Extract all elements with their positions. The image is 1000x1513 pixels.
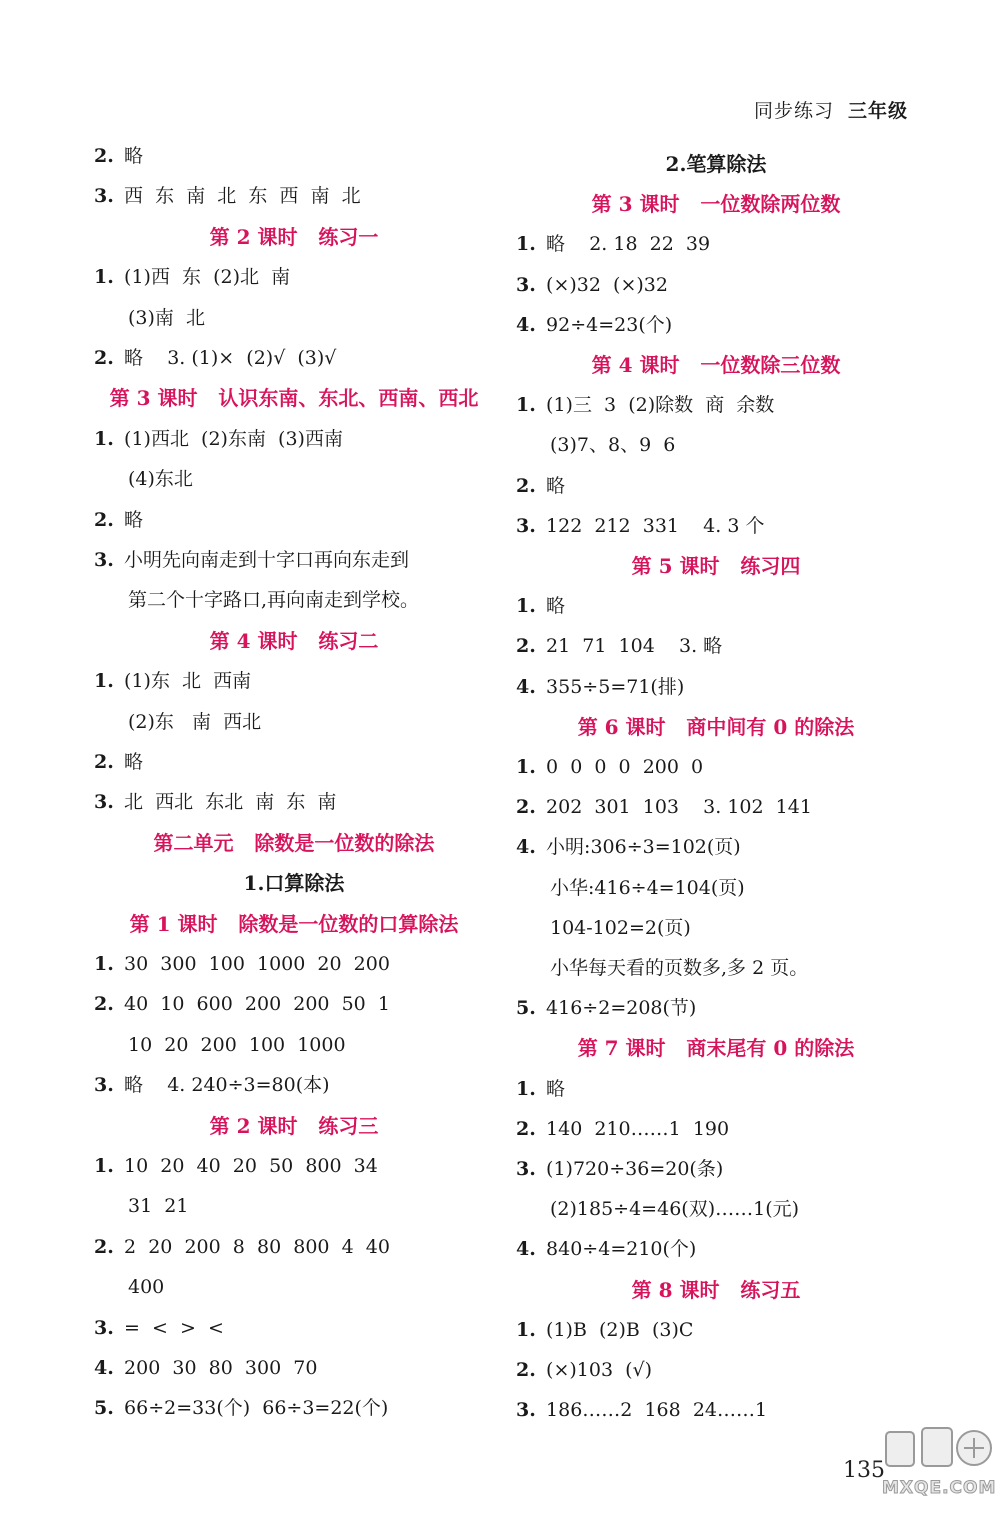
answer-text: (×)103 (√) [540,1359,653,1381]
section-title: 2.笔算除法 [665,152,767,176]
answer-line [516,1117,729,1141]
answer-text: 202 301 103 3. 102 141 [540,796,812,819]
lesson-heading: 第 7 课时 商末尾有 0 的除法 [577,1036,855,1061]
answer-text: 小明:306÷3=102(页) [540,836,741,859]
question-number: 3. [94,791,114,814]
question-number: 1. [516,1318,536,1341]
question-number: 3. [94,1316,114,1339]
answer-line [94,1154,378,1178]
answer-line [516,1358,652,1382]
answer-line [94,1356,317,1380]
question-number: 3. [516,1158,536,1180]
answer-line [516,1237,696,1261]
question-number: 5. [516,997,536,1020]
answer-text: 略 [118,751,144,773]
answer-line [516,835,741,859]
answer-text: (1)三 3 (2)除数 商 余数 [540,394,775,417]
section-title: 1.口算除法 [243,871,345,896]
answer-line [94,669,251,693]
question-number: 1. [516,756,536,778]
answer-continuation: (3)南 北 [128,306,205,329]
answer-continuation: 104-102=2(页) [550,916,691,939]
answer-continuation: 小华:416÷4=104(页) [550,876,745,899]
answer-line [94,1073,330,1097]
answer-text: 40 10 600 200 200 50 1 [118,993,390,1016]
answer-line [516,634,722,658]
answer-line [516,594,565,618]
answer-line [94,750,143,774]
answer-line [94,1316,224,1340]
question-number: 3. [94,185,114,208]
answer-line [94,508,143,532]
answer-text: 186……2 168 24……1 [540,1399,768,1422]
answer-continuation: (2)185÷4=46(双)……1(元) [550,1198,800,1221]
lesson-heading: 第 3 课时 认识东南、东北、西南、西北 [109,386,479,411]
question-number: 3. [516,514,536,537]
watermark [882,1418,997,1508]
answer-continuation: 10 20 200 100 1000 [128,1033,346,1056]
lesson-heading: 第二单元 除数是一位数的除法 [153,830,435,855]
answer-text: 21 71 104 3. 略 [540,635,723,658]
question-number: 5. [94,1397,114,1420]
question-number: 2. [516,635,536,658]
answer-line [516,232,710,256]
answer-line [94,184,361,208]
question-number: 2. [516,1117,536,1140]
answer-text: 西 东 南 北 东 西 南 北 [118,185,361,208]
answer-line [516,675,684,699]
header-title: 同步练习 [753,100,834,122]
question-number: 4. [94,1357,114,1379]
answer-line [94,144,143,168]
question-number: 2. [94,993,114,1016]
answer-line [516,1398,767,1422]
question-number: 2. [94,145,114,167]
question-number: 4. [516,313,536,336]
answer-text: 略 [118,145,144,167]
answer-line [516,996,696,1020]
question-number: 4. [516,1238,536,1261]
question-number: 2. [516,796,536,819]
question-number: 1. [94,670,114,693]
answer-text: 北 西北 东北 南 东 南 [118,791,337,814]
question-number: 1. [516,595,536,618]
answer-line [516,313,672,337]
question-number: 2. [94,1235,114,1258]
answer-line [94,427,343,451]
answer-line [94,265,290,289]
answer-line [516,1157,723,1181]
answer-line [94,992,390,1016]
answer-line [516,1318,693,1342]
answer-line [94,1396,388,1420]
question-number: 1. [516,233,536,256]
answer-text: (×)32 (×)32 [540,273,668,296]
answer-text: 2 20 200 8 80 800 4 40 [118,1235,390,1258]
answer-line [516,514,764,538]
answer-text: 416÷2=208(节) [540,997,697,1020]
question-number: 4. [516,836,536,859]
answer-continuation: (4)东北 [128,468,193,491]
answer-text: (1)东 北 西南 [118,670,252,693]
answer-text: 略 3. (1)× (2)√ (3)√ [118,347,337,369]
question-number: 2. [516,1359,536,1381]
question-number: 2. [94,751,114,773]
question-number: 1. [94,953,114,975]
question-number: 3. [94,549,114,571]
page-number: 135 [843,1458,885,1483]
answer-text: 略 2. 18 22 39 [540,233,711,256]
answer-text: 30 300 100 1000 20 200 [118,953,390,975]
answer-continuation: (2)东 南 西北 [128,710,262,733]
question-number: 3. [94,1074,114,1097]
lesson-heading: 第 6 课时 商中间有 0 的除法 [577,714,855,739]
lesson-heading: 第 4 课时 练习二 [209,628,379,653]
question-number: 1. [516,1077,536,1100]
answer-continuation: 31 21 [128,1195,189,1218]
lesson-heading: 第 8 课时 练习五 [631,1277,801,1302]
answer-text: 92÷4=23(个) [540,313,673,336]
question-number: 3. [516,273,536,296]
answer-line [516,474,565,498]
answer-text: 122 212 331 4. 3 个 [540,514,765,537]
answer-continuation: 小华每天看的页数多,多 2 页。 [550,957,809,979]
answer-line [516,755,703,779]
question-number: 1. [94,1155,114,1177]
question-number: 2. [94,347,114,369]
answer-text: 略 4. 240÷3=80(本) [118,1074,330,1097]
answer-line [516,273,668,297]
answer-continuation: 第二个十字路口,再向南走到学校。 [128,589,420,612]
question-number: 4. [516,675,536,698]
watermark-logo-icon [882,1418,994,1476]
answer-text: = < > < [118,1316,224,1339]
answer-text: 355÷5=71(排) [540,675,685,698]
answer-text: 66÷2=33(个) 66÷3=22(个) [118,1397,389,1420]
answer-continuation: (3)7、8、9 6 [550,434,676,457]
page-header [754,96,908,123]
answer-line [94,952,390,976]
answer-text: (1)B (2)B (3)C [540,1318,694,1341]
answer-text: 略 [540,474,566,497]
answer-line [94,346,336,370]
question-number: 2. [516,474,536,497]
answer-text: 略 [540,595,566,618]
lesson-heading: 第 5 课时 练习四 [631,554,801,578]
question-number: 3. [516,1399,536,1422]
answer-text: (1)西北 (2)东南 (3)西南 [118,427,343,450]
answer-line [516,795,812,819]
question-number: 1. [94,427,114,450]
answer-text: 200 30 80 300 70 [118,1357,318,1379]
lesson-heading: 第 1 课时 除数是一位数的口算除法 [129,911,459,936]
answer-text: (1)720÷36=20(条) [540,1158,724,1180]
answer-text: 略 [540,1077,566,1100]
answer-line [94,790,336,814]
answer-text: 840÷4=210(个) [540,1238,697,1261]
lesson-heading: 第 2 课时 练习一 [209,224,379,249]
lesson-heading: 第 3 课时 一位数除两位数 [591,192,841,217]
lesson-heading: 第 4 课时 一位数除三位数 [591,353,841,377]
answer-text: 小明先向南走到十字口再向东走到 [118,549,410,571]
answer-text: 10 20 40 20 50 800 34 [118,1155,378,1177]
watermark-url: MXQE.COM [882,1478,997,1498]
answer-text: (1)西 东 (2)北 南 [118,266,291,289]
question-number: 2. [94,508,114,531]
answer-line [94,1235,390,1259]
lesson-heading: 第 2 课时 练习三 [209,1113,379,1138]
header-grade: 三年级 [847,100,908,122]
answer-text: 略 [118,508,144,531]
answer-line [516,393,774,417]
question-number: 1. [94,266,114,289]
question-number: 1. [516,394,536,417]
answer-line [516,1077,565,1101]
answer-text: 0 0 0 0 200 0 [540,756,704,778]
answer-line [94,548,409,572]
answer-continuation: 400 [128,1276,165,1299]
answer-text: 140 210……1 190 [540,1117,730,1140]
